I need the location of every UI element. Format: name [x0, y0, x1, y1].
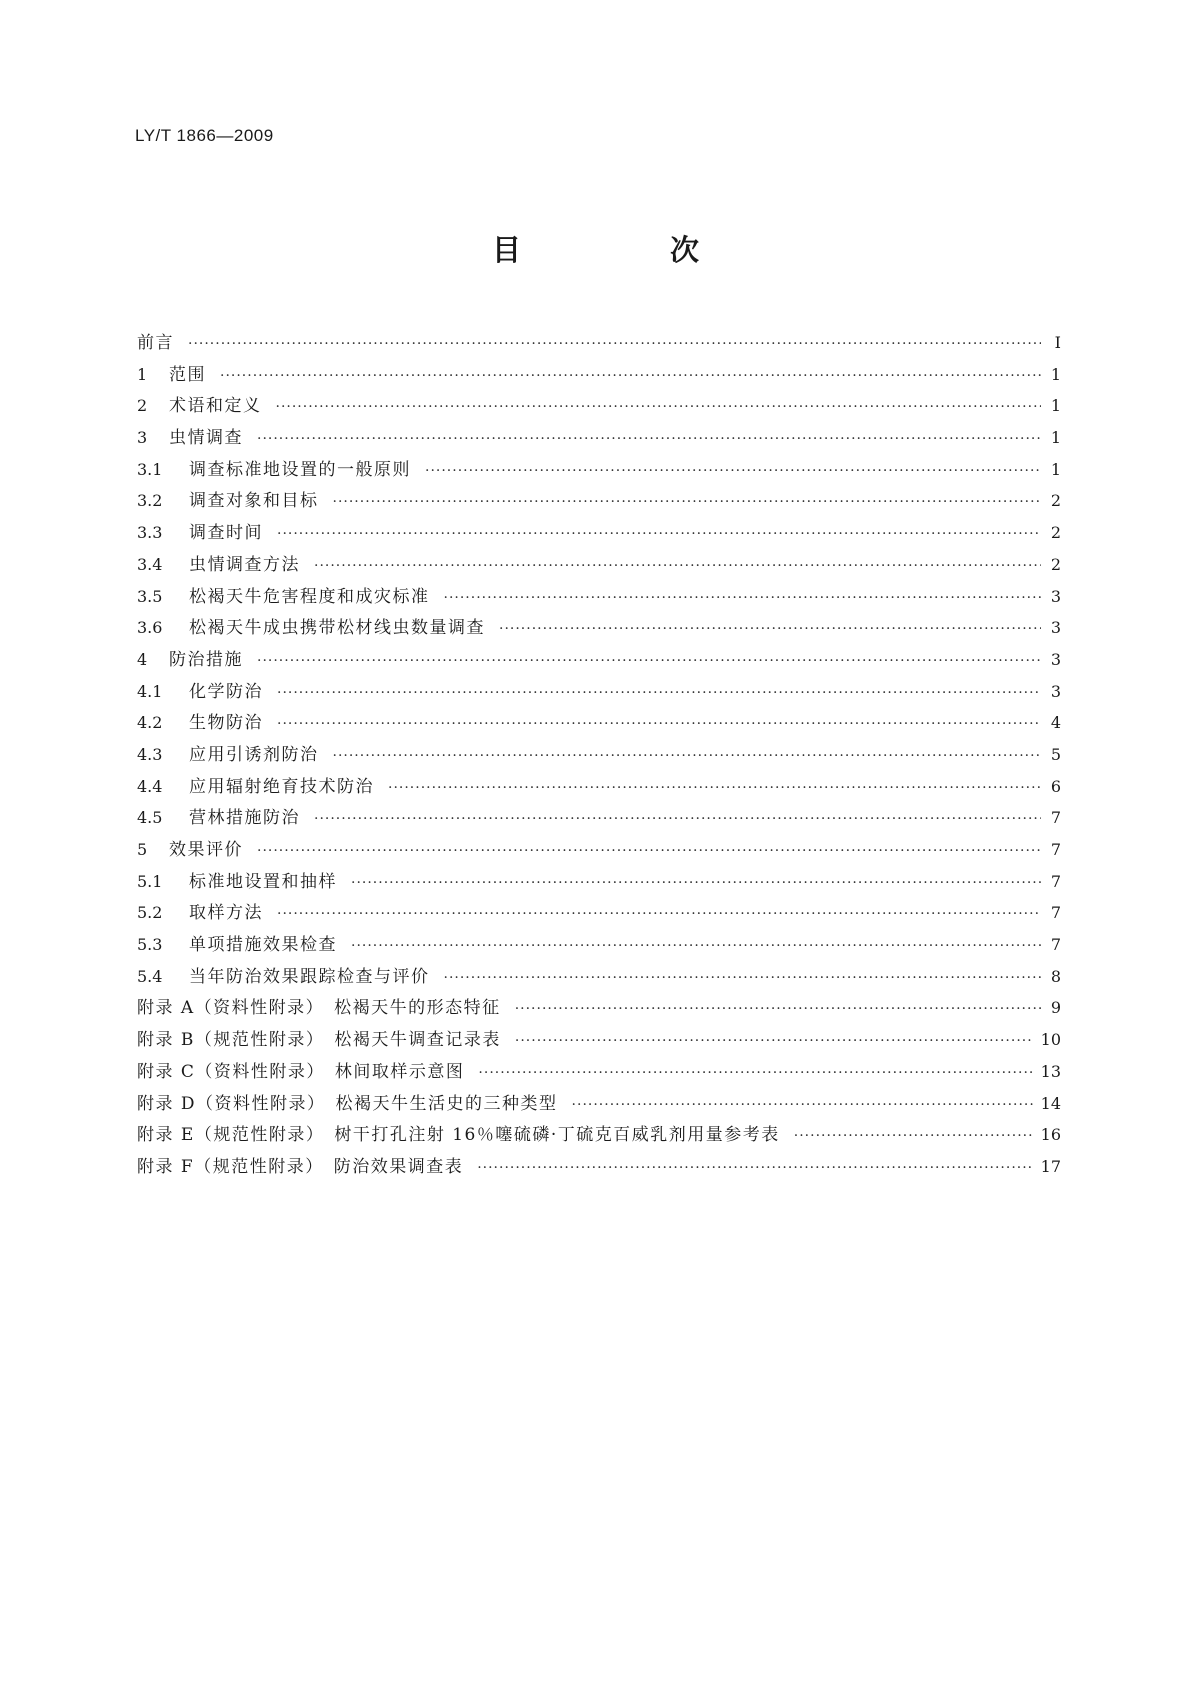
toc-entry-number: 4.5: [137, 808, 163, 828]
toc-entry-title: 附录 A（资料性附录） 松褐天牛的形态特征: [137, 998, 501, 1019]
toc-entry-title: 取样方法: [189, 903, 263, 924]
toc-page-number: 7: [1050, 903, 1061, 923]
toc-leader-dots: [478, 1065, 1033, 1081]
toc-entry-number: 5.2: [137, 903, 163, 923]
toc-entry[interactable]: [137, 455, 1061, 487]
toc-entry-title: 调查时间: [189, 523, 263, 544]
toc-entry[interactable]: [137, 708, 1061, 740]
toc-entry-title: 应用引诱剂防治: [189, 744, 319, 765]
toc-leader-dots: [333, 494, 1042, 510]
toc-entry-title: 标准地设置和抽样: [189, 871, 337, 892]
toc-entry[interactable]: [137, 835, 1061, 867]
toc-leader-dots: [257, 653, 1041, 669]
toc-page-number: 1: [1050, 428, 1061, 448]
toc-entry-title: 松褐天牛成虫携带松材线虫数量调查: [189, 618, 485, 639]
toc-leader-dots: [277, 716, 1041, 732]
toc-page-number: 6: [1050, 776, 1061, 796]
toc-entry-title: 当年防治效果跟踪检查与评价: [189, 966, 430, 987]
toc-leader-dots: [444, 970, 1042, 986]
toc-page-number: 3: [1050, 586, 1061, 606]
toc-entry-title: 虫情调查: [169, 428, 243, 449]
toc-entry-number: 3.6: [137, 618, 163, 638]
toc-page-number: 7: [1050, 808, 1061, 828]
toc-entry[interactable]: [137, 550, 1061, 582]
toc-entry[interactable]: [137, 423, 1061, 455]
toc-entry-number: 4.1: [137, 681, 163, 701]
toc-leader-dots: [277, 906, 1041, 922]
toc-page-number: 2: [1050, 523, 1061, 543]
toc-entry[interactable]: [137, 930, 1061, 962]
toc-page-number: 17: [1040, 1156, 1061, 1176]
toc-leader-dots: [188, 336, 1041, 352]
toc-leader-dots: [257, 431, 1041, 447]
toc-entry-title: 效果评价: [169, 840, 243, 860]
toc-leader-dots: [425, 463, 1041, 479]
toc-entry[interactable]: [137, 1152, 1061, 1184]
toc-entry-number: 3: [137, 428, 148, 448]
toc-leader-dots: [333, 748, 1042, 764]
toc-page-number: 3: [1050, 618, 1061, 638]
toc-entry-title: 虫情调查方法: [189, 554, 300, 575]
toc-page-number: 1: [1050, 459, 1061, 479]
toc-entry[interactable]: [137, 518, 1061, 550]
toc-page-number: 1: [1050, 364, 1061, 384]
toc-page-number: 7: [1050, 871, 1061, 891]
toc-entry-title: 附录 D（资料性附录） 松褐天牛生活史的三种类型: [137, 1093, 558, 1114]
toc-entry[interactable]: [137, 772, 1061, 804]
toc-entry-title: 调查对象和目标: [189, 491, 319, 512]
toc-leader-dots: [351, 875, 1041, 891]
toc-entry[interactable]: [137, 1120, 1061, 1152]
toc-page-number: 7: [1050, 935, 1061, 955]
toc-entry-number: 4.2: [137, 713, 163, 733]
toc-entry-title: 调查标准地设置的一般原则: [189, 459, 411, 480]
toc-entry[interactable]: [137, 613, 1061, 645]
toc-page-number: 3: [1050, 649, 1061, 669]
toc-page-number: 4: [1050, 713, 1061, 733]
toc-entry-number: 5.3: [137, 935, 163, 955]
toc-entry-title: 化学防治: [189, 681, 263, 702]
toc-entry-number: 5: [137, 840, 148, 859]
toc-page-number: 2: [1050, 554, 1061, 574]
toc-entry[interactable]: [137, 677, 1061, 709]
toc-page-number: 5: [1050, 744, 1061, 764]
toc-leader-dots: [277, 526, 1041, 542]
toc-entry[interactable]: [137, 328, 1061, 360]
toc-page-number: 13: [1040, 1061, 1061, 1081]
toc-entry-title: 生物防治: [189, 713, 263, 734]
toc-leader-dots: [277, 685, 1041, 701]
toc-page-number: 14: [1040, 1093, 1061, 1113]
toc-page-number: Ⅰ: [1054, 333, 1061, 352]
toc-leader-dots: [220, 368, 1041, 384]
toc-entry-number: 3.1: [137, 459, 163, 479]
toc-entry-number: 4: [137, 649, 148, 669]
toc-leader-dots: [515, 1001, 1041, 1017]
toc-leader-dots: [477, 1160, 1033, 1176]
toc-page-number: 1: [1050, 396, 1061, 416]
toc-page-number: 10: [1040, 1030, 1061, 1050]
toc-entry-number: 5.1: [137, 871, 163, 891]
toc-page-number: 7: [1050, 840, 1061, 859]
toc-entry-title: 防治措施: [169, 649, 243, 670]
toc-page-number: 9: [1050, 998, 1061, 1018]
toc-leader-dots: [276, 399, 1042, 415]
toc-entry-title: 术语和定义: [169, 396, 262, 417]
toc-entry-title: 范围: [169, 364, 206, 385]
toc-leader-dots: [257, 843, 1041, 859]
toc-entry[interactable]: [137, 360, 1061, 392]
toc-page-number: 2: [1050, 491, 1061, 511]
toc-leader-dots: [388, 780, 1041, 796]
toc-entry-number: 3.5: [137, 586, 163, 606]
toc-leader-dots: [794, 1128, 1033, 1144]
toc-entry-number: 3.2: [137, 491, 163, 511]
toc-entry-title: 营林措施防治: [189, 808, 300, 829]
toc-entry-title: 附录 C（资料性附录） 林间取样示意图: [137, 1061, 465, 1082]
toc-entry[interactable]: [137, 740, 1061, 772]
toc-leader-dots: [499, 621, 1041, 637]
table-of-contents: [137, 328, 1061, 1184]
toc-entry-number: 4.4: [137, 776, 163, 796]
toc-entry[interactable]: [137, 582, 1061, 614]
toc-page-number: 3: [1050, 681, 1061, 701]
toc-entry[interactable]: [137, 1057, 1061, 1089]
toc-entry[interactable]: [137, 867, 1061, 899]
toc-entry[interactable]: [137, 1089, 1061, 1121]
toc-entry[interactable]: [137, 993, 1061, 1025]
toc-leader-dots: [572, 1097, 1033, 1113]
toc-entry-title: 松褐天牛危害程度和成灾标准: [189, 586, 430, 607]
toc-entry-title: 前言: [137, 333, 174, 353]
page-title: 目 次: [491, 233, 759, 267]
toc-page-number: 8: [1050, 966, 1061, 986]
toc-entry[interactable]: [137, 645, 1061, 677]
toc-entry-number: 1: [137, 364, 148, 384]
toc-entry-number: 5.4: [137, 966, 163, 986]
toc-leader-dots: [444, 590, 1042, 606]
toc-entry-title: 附录 B（规范性附录） 松褐天牛调查记录表: [137, 1030, 501, 1051]
toc-entry[interactable]: [137, 391, 1061, 423]
toc-leader-dots: [515, 1033, 1033, 1049]
toc-leader-dots: [314, 811, 1041, 827]
toc-entry[interactable]: [137, 898, 1061, 930]
toc-entry-title: 附录 F（规范性附录） 防治效果调查表: [137, 1156, 464, 1177]
toc-entry[interactable]: [137, 1025, 1061, 1057]
toc-entry[interactable]: [137, 962, 1061, 994]
toc-entry[interactable]: [137, 486, 1061, 518]
standard-code: LY/T 1866—2009: [135, 126, 274, 145]
toc-entry-title: 单项措施效果检查: [189, 935, 337, 956]
toc-entry-number: 4.3: [137, 744, 163, 764]
toc-entry-number: 2: [137, 396, 148, 416]
toc-entry-number: 3.3: [137, 523, 163, 543]
toc-entry[interactable]: [137, 803, 1061, 835]
toc-leader-dots: [314, 558, 1041, 574]
toc-page-number: 16: [1040, 1125, 1061, 1145]
toc-entry-title: 应用辐射绝育技术防治: [189, 776, 374, 797]
toc-entry-title: 附录 E（规范性附录） 树干打孔注射 16％噻硫磷·丁硫克百威乳剂用量参考表: [137, 1125, 780, 1146]
toc-leader-dots: [351, 938, 1041, 954]
toc-entry-number: 3.4: [137, 554, 163, 574]
